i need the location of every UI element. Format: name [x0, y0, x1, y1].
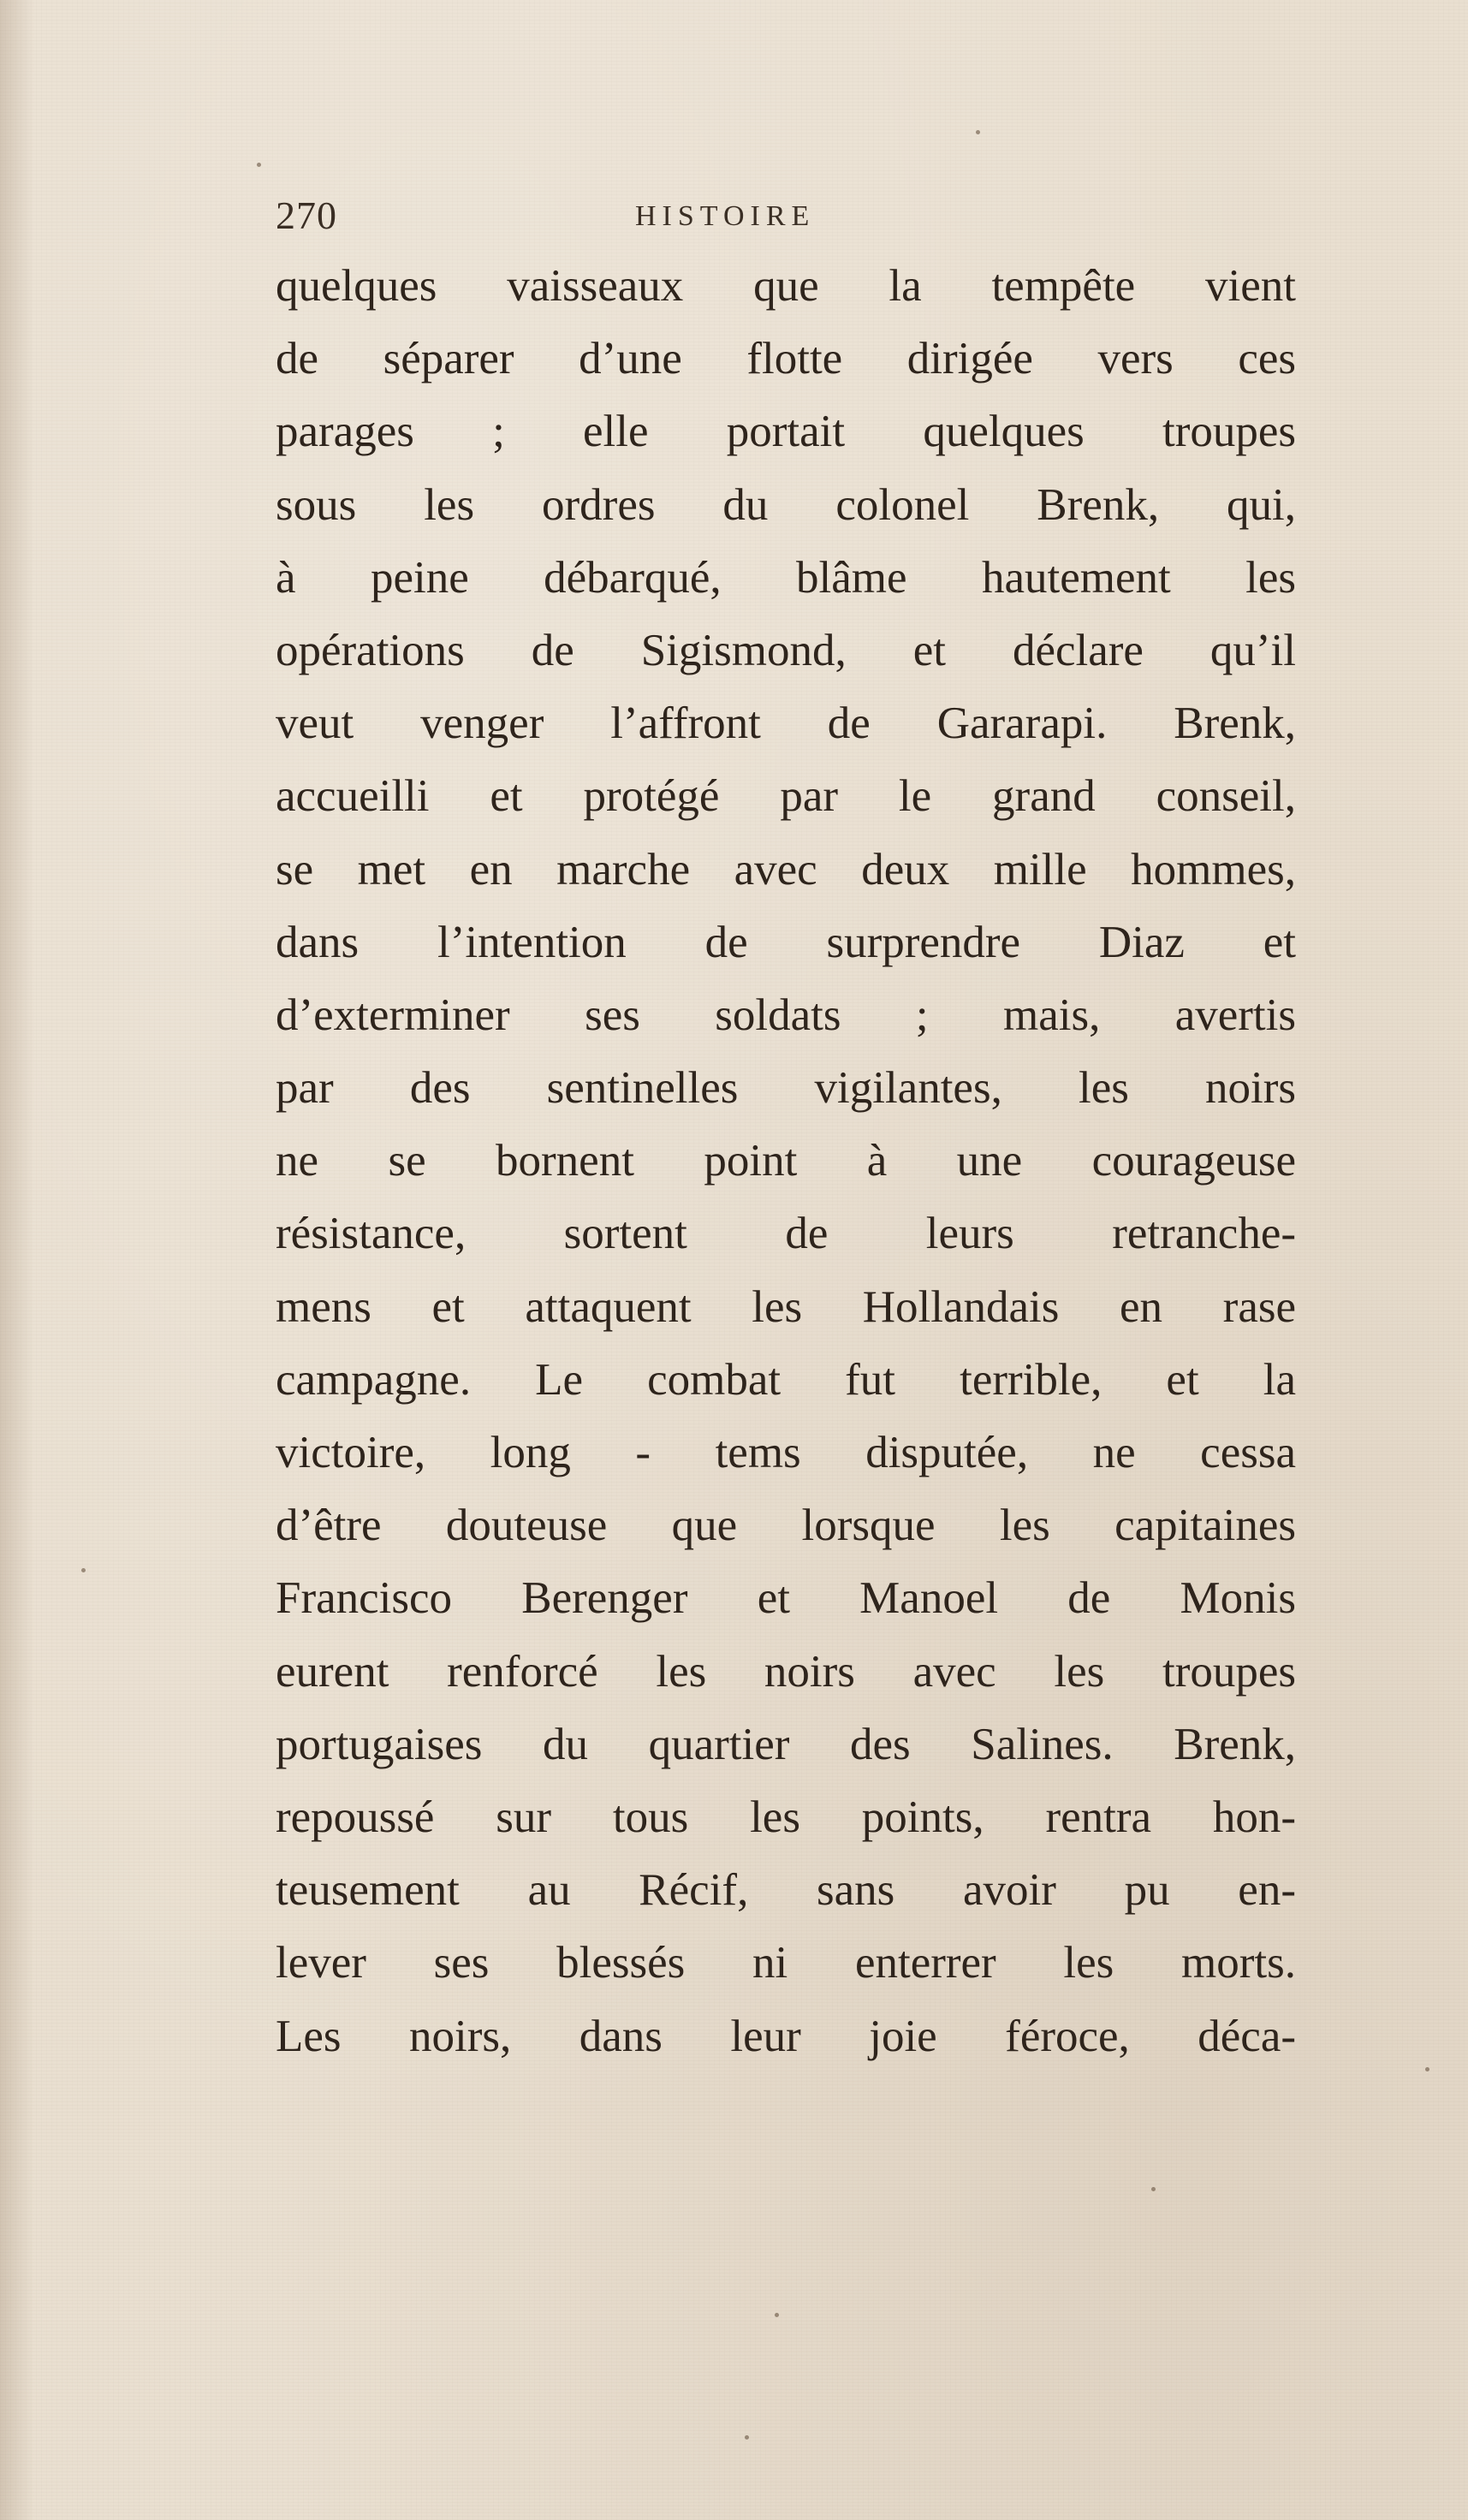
- text-line: d’être douteuse que lorsque les capitaines: [276, 1501, 1296, 1551]
- text-line: victoire, long - tems disputée, ne cessa: [276, 1428, 1296, 1477]
- text-line: sous les ordres du colonel Brenk, qui,: [276, 479, 1296, 530]
- running-head: [276, 190, 1296, 241]
- body-text: [276, 250, 1296, 2073]
- text-line: lever ses blessés ni enterrer les morts.: [276, 1938, 1296, 1988]
- text-line: ne se bornent point à une courageuse: [276, 1136, 1296, 1186]
- text-line: quelques vaisseaux que la tempête vient: [276, 261, 1296, 311]
- text-line: repoussé sur tous les points, rentra hon-: [276, 1792, 1296, 1842]
- text-line: Les noirs, dans leur joie féroce, déca-: [276, 2011, 1296, 2061]
- paper-speck: [775, 2313, 779, 2317]
- page-edge-shadow: [0, 0, 34, 2520]
- running-head-title: HISTOIRE: [635, 200, 816, 232]
- text-line: se met en marche avec deux mille hommes,: [276, 844, 1296, 894]
- text-line: dans l’intention de surprendre Diaz et: [276, 917, 1296, 967]
- paper-speck: [1425, 2067, 1429, 2071]
- text-line: mens et attaquent les Hollandais en rase: [276, 1281, 1296, 1332]
- text-line: accueilli et protégé par le grand conseil,: [276, 771, 1296, 822]
- text-line: d’exterminer ses soldats ; mais, avertis: [276, 990, 1296, 1040]
- text-line: parages ; elle portait quelques troupes: [276, 407, 1296, 457]
- text-line: opérations de Sigismond, et déclare qu’il: [276, 625, 1296, 675]
- paper-speck: [745, 2435, 749, 2440]
- paper-speck: [1151, 2187, 1156, 2191]
- paper-speck: [257, 163, 261, 167]
- text-line: veut venger l’affront de Gararapi. Brenk,: [276, 698, 1296, 749]
- text-line: campagne. Le combat fut terrible, et la: [276, 1354, 1296, 1405]
- paper-speck: [81, 1568, 86, 1572]
- text-line: eurent renforcé les noirs avec les troupes: [276, 1646, 1296, 1697]
- page-number: 270: [276, 193, 337, 237]
- text-line: teusement au Récif, sans avoir pu en-: [276, 1865, 1296, 1916]
- paper-speck: [976, 130, 980, 134]
- text-line: par des sentinelles vigilantes, les noirs: [276, 1063, 1296, 1114]
- text-line: à peine débarqué, blâme hautement les: [276, 552, 1296, 603]
- text-line: résistance, sortent de leurs retranche-: [276, 1209, 1296, 1259]
- text-line: Francisco Berenger et Manoel de Monis: [276, 1573, 1296, 1624]
- text-line: portugaises du quartier des Salines. Brenk,: [276, 1719, 1296, 1769]
- text-line: de séparer d’une flotte dirigée vers ces: [276, 334, 1296, 384]
